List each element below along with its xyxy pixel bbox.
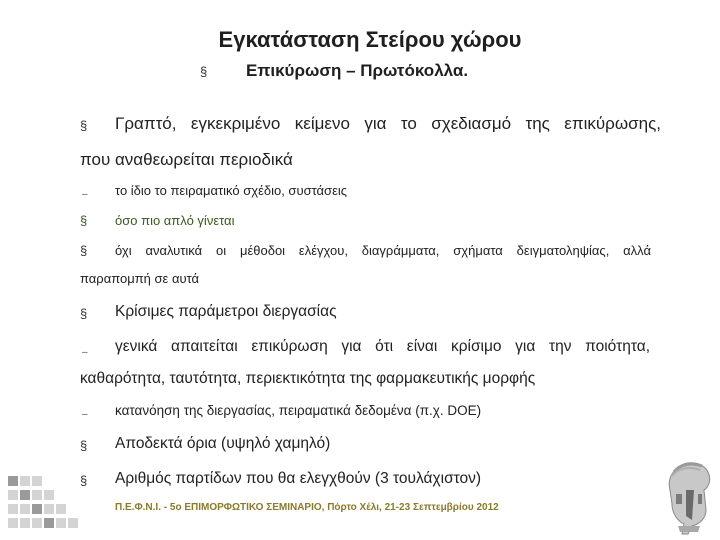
text-line: το ίδιο το πειραματικό σχέδιο, συστάσεις bbox=[115, 183, 348, 198]
footer-text: Π.Ε.Φ.Ν.Ι. - 5ο ΕΠΙΜΟΡΦΩΤΙΚΟ ΣΕΜΙΝΑΡΙΟ, Πόρτο Χέλι, 21-23 Σεπτεμβρίου 2012 bbox=[115, 502, 499, 513]
helmet-logo-icon bbox=[662, 460, 714, 536]
bullet-icon: § bbox=[80, 306, 88, 321]
text-line: Αποδεκτά όρια (υψηλό χαμηλό) bbox=[115, 435, 331, 452]
text-line: όχι αναλυτικά οι μέθοδοι ελέγχου, διαγράμματα, σχήματα δειγματοληψίας, αλλά bbox=[115, 243, 651, 258]
text-line-highlight: όσο πιο απλό γίνεται bbox=[115, 213, 235, 228]
text-line: καθαρότητα, ταυτότητα, περιεκτικότητα της φαρμακευτικής μορφής bbox=[80, 370, 536, 387]
text-line: Αριθμός παρτίδων που θα ελεγχθούν (3 τουλάχιστον) bbox=[115, 470, 482, 487]
slide-title: Εγκατάσταση Στείρου χώρου bbox=[218, 27, 522, 52]
dash-icon: – bbox=[82, 347, 88, 358]
bullet-icon: § bbox=[200, 64, 208, 79]
text-line: κατανόηση της διεργασίας, πειραματικά δεδομένα (π.χ. DOE) bbox=[115, 403, 482, 418]
text-line: Κρίσιμες παράμετροι διεργασίας bbox=[115, 303, 337, 320]
dash-icon: – bbox=[82, 189, 88, 200]
text-line: Γραπτό, εγκεκριμένο κείμενο για το σχεδιασμό της επικύρωσης, bbox=[115, 114, 661, 133]
dash-icon: – bbox=[82, 409, 88, 420]
bullet-icon: § bbox=[80, 243, 88, 258]
text-line: παραπομπή σε αυτά bbox=[80, 271, 200, 286]
text-line: γενικά απαιτείται επικύρωση για ότι είναι κρίσιμο για την ποιότητα, bbox=[115, 338, 650, 355]
bullet-icon: § bbox=[80, 118, 88, 133]
bullet-icon: § bbox=[80, 213, 88, 228]
bullet-icon: § bbox=[80, 473, 88, 488]
text-line: που αναθεωρείται περιοδικά bbox=[80, 150, 293, 169]
bullet-icon: § bbox=[80, 438, 88, 453]
slide-subtitle: Επικύρωση – Πρωτόκολλα. bbox=[246, 61, 469, 80]
